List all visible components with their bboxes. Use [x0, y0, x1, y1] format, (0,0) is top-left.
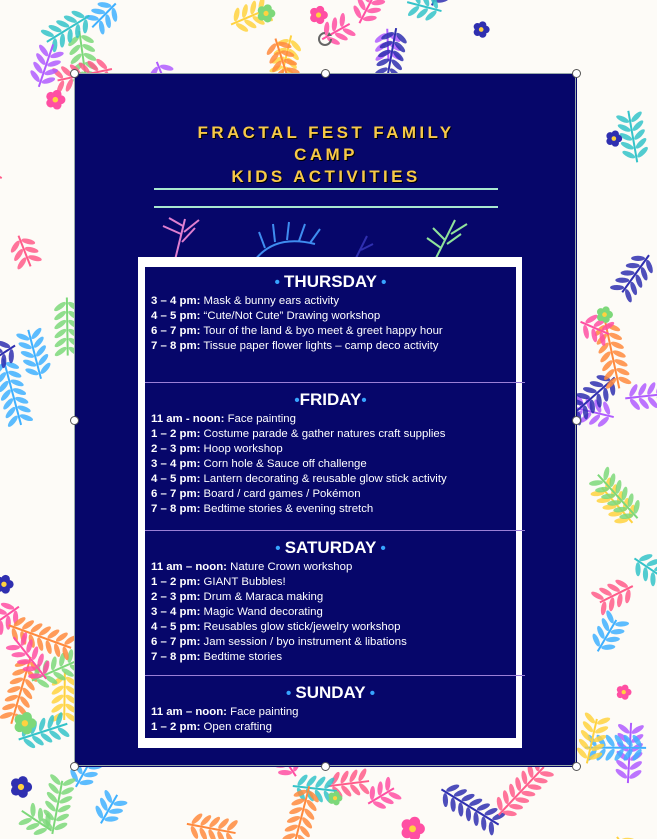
day-friday: [145, 389, 516, 517]
activity-item: [151, 309, 516, 324]
activity-text: Jam session / byo instrument & libations: [200, 636, 407, 648]
activity-text: Drum & Maraca making: [200, 591, 324, 603]
activity-item: [151, 502, 516, 517]
selected-text-box[interactable]: [75, 74, 577, 767]
activity-item: [151, 620, 516, 635]
title-divider-bottom: [154, 206, 498, 208]
activity-item: [151, 650, 516, 665]
activity-time: 3 – 4 pm:: [151, 458, 201, 470]
activity-item: [151, 472, 516, 487]
activity-text: Bedtime stories & evening stretch: [200, 503, 374, 515]
resize-handle-top-right[interactable]: [572, 69, 581, 78]
title-divider-top: [154, 188, 498, 190]
activity-text: Face painting: [224, 413, 296, 425]
activity-text: Board / card games / Pokémon: [200, 488, 361, 500]
activity-item: [151, 705, 516, 720]
bullet-icon: •: [274, 274, 285, 291]
day-saturday: [145, 537, 516, 665]
activity-item: [151, 427, 516, 442]
schedule-panel: [145, 267, 516, 738]
activity-text: Reusables glow stick/jewelry workshop: [200, 621, 401, 633]
activity-text: Hoop workshop: [200, 443, 283, 455]
activity-time: 1 – 2 pm:: [151, 428, 201, 440]
activity-list: [151, 560, 516, 665]
activity-time: 11 am – noon:: [151, 561, 227, 573]
activity-time: 11 am - noon:: [151, 413, 225, 425]
rotate-handle-icon[interactable]: [316, 30, 334, 48]
activity-item: [151, 457, 516, 472]
title-line-2: CAMP: [294, 145, 358, 164]
activity-item: [151, 590, 516, 605]
activity-item: [151, 560, 516, 575]
activity-text: Nature Crown workshop: [226, 561, 353, 573]
day-heading: • SATURDAY •: [275, 538, 386, 557]
page-title: [75, 122, 577, 188]
resize-handle-bottom-left[interactable]: [70, 762, 79, 771]
activity-time: 1 – 2 pm:: [151, 721, 201, 733]
activity-time: 3 – 4 pm:: [151, 606, 201, 618]
bullet-icon: •: [294, 392, 300, 409]
activity-text: GIANT Bubbles!: [200, 576, 286, 588]
activity-text: Bedtime stories: [200, 651, 283, 663]
activity-text: Corn hole & Sauce off challenge: [200, 458, 367, 470]
activity-item: [151, 487, 516, 502]
activity-item: [151, 442, 516, 457]
activity-time: 4 – 5 pm:: [151, 621, 201, 633]
resize-handle-top[interactable]: [321, 69, 330, 78]
day-divider: [145, 530, 525, 531]
activity-text: Open crafting: [200, 721, 272, 733]
bullet-icon: •: [275, 540, 285, 557]
activity-text: “Cute/Not Cute” Drawing workshop: [200, 310, 381, 322]
activity-text: Lantern decorating & reusable glow stick activity: [200, 473, 447, 485]
activity-time: 3 – 4 pm:: [151, 295, 201, 307]
day-thursday: [145, 271, 516, 354]
activity-time: 2 – 3 pm:: [151, 443, 201, 455]
activity-time: 6 – 7 pm:: [151, 636, 201, 648]
activity-item: [151, 575, 516, 590]
bullet-icon: •: [376, 274, 387, 291]
activity-time: 11 am – noon:: [151, 706, 227, 718]
activity-time: 6 – 7 pm:: [151, 325, 201, 337]
activity-item: [151, 635, 516, 650]
bullet-icon: •: [376, 540, 386, 557]
bullet-icon: •: [285, 685, 296, 702]
title-line-1: FRACTAL FEST FAMILY: [197, 123, 455, 142]
activity-text: Costume parade & gather natures craft supplies: [200, 428, 446, 440]
activity-text: Face painting: [226, 706, 299, 718]
schedule-card: [138, 257, 522, 748]
activity-list: [151, 294, 516, 354]
day-divider: [145, 382, 525, 383]
activity-time: 7 – 8 pm:: [151, 651, 201, 663]
resize-handle-bottom-right[interactable]: [572, 762, 581, 771]
resize-handle-bottom[interactable]: [321, 762, 330, 771]
leaf-decoration: [155, 214, 515, 260]
activity-time: 6 – 7 pm:: [151, 488, 201, 500]
activity-time: 7 – 8 pm:: [151, 340, 201, 352]
day-heading: • SUNDAY •: [285, 683, 376, 702]
activity-list: [151, 412, 516, 517]
day-heading: • THURSDAY •: [274, 272, 387, 291]
activity-item: [151, 412, 516, 427]
activity-item: [151, 605, 516, 620]
day-divider: [145, 675, 525, 676]
activity-text: Magic Wand decorating: [200, 606, 323, 618]
activity-time: 7 – 8 pm:: [151, 503, 201, 515]
activity-text: Tissue paper flower lights – camp deco activity: [200, 340, 439, 352]
title-line-3: KIDS ACTIVITIES: [231, 167, 421, 186]
resize-handle-right[interactable]: [572, 416, 581, 425]
bullet-icon: •: [361, 392, 367, 409]
day-heading: •FRIDAY•: [294, 390, 367, 409]
activity-time: 2 – 3 pm:: [151, 591, 201, 603]
resize-handle-top-left[interactable]: [70, 69, 79, 78]
activity-item: [151, 324, 516, 339]
resize-handle-left[interactable]: [70, 416, 79, 425]
bullet-icon: •: [365, 685, 376, 702]
activity-time: 4 – 5 pm:: [151, 473, 201, 485]
activity-item: [151, 720, 516, 735]
activity-time: 4 – 5 pm:: [151, 310, 201, 322]
day-sunday: [145, 682, 516, 735]
activity-text: Tour of the land & byo meet & greet happy hour: [200, 325, 443, 337]
activity-item: [151, 339, 516, 354]
activity-item: [151, 294, 516, 309]
activity-list: [151, 705, 516, 735]
activity-time: 1 – 2 pm:: [151, 576, 201, 588]
activity-text: Mask & bunny ears activity: [200, 295, 340, 307]
